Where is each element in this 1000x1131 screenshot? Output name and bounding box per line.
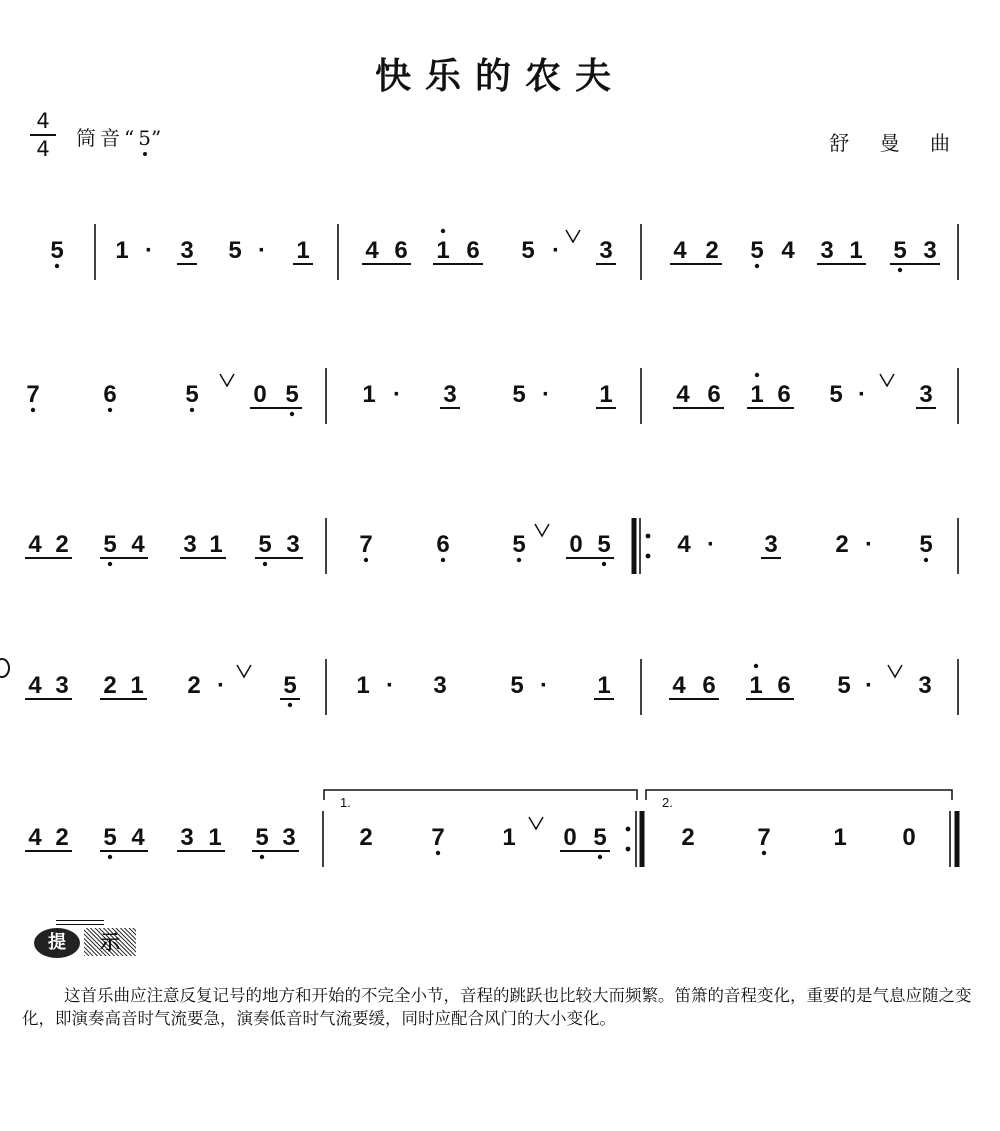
- note: 5: [837, 672, 851, 699]
- note: 5: [919, 531, 933, 558]
- breath-mark: [220, 374, 234, 386]
- repeat-dot: [646, 554, 651, 559]
- key-close-quote: ”: [150, 126, 166, 150]
- note: 1: [750, 381, 764, 408]
- octave-dot-below: [108, 562, 112, 566]
- note: 3: [55, 672, 69, 699]
- note: ·: [542, 381, 550, 408]
- note: ·: [145, 237, 153, 264]
- note: 3: [443, 381, 457, 408]
- note: 0: [569, 531, 583, 558]
- note: ·: [217, 672, 225, 699]
- note: 1: [599, 381, 613, 408]
- note: 1: [833, 824, 847, 851]
- octave-dot-above: [441, 229, 445, 233]
- key-label: 筒音: [76, 126, 124, 150]
- note: 2: [359, 824, 373, 851]
- note: 0: [902, 824, 916, 851]
- note: 6: [103, 381, 117, 408]
- repeat-dot: [626, 847, 631, 852]
- octave-dot-below: [517, 558, 521, 562]
- note: 5: [50, 237, 64, 264]
- note: 6: [777, 381, 791, 408]
- time-signature-top: 4: [36, 109, 50, 133]
- note: 0: [253, 381, 267, 408]
- note: 2: [705, 237, 719, 264]
- breath-mark: [237, 665, 251, 677]
- note: 3: [180, 237, 194, 264]
- note: 4: [28, 824, 42, 851]
- tip-text: 这首乐曲应注意反复记号的地方和开始的不完全小节，音程的跳跃也比较大而频繁。笛箫的音程变化，重要的是气息应随之变化，即演奏高音时气流要急，演奏低音时气流要缓，同时应配合风门的大小变化。: [22, 986, 972, 1028]
- volta-label-2: 2.: [662, 795, 673, 810]
- repeat-dot: [626, 827, 631, 832]
- note: 7: [757, 824, 771, 851]
- note: 2: [55, 824, 69, 851]
- octave-dot-below: [924, 558, 928, 562]
- note: 1: [597, 672, 611, 699]
- key-open-quote: “: [124, 126, 139, 150]
- note: ·: [540, 672, 548, 699]
- badge-line: [56, 920, 104, 925]
- note: 5: [255, 824, 269, 851]
- octave-dot-below: [260, 855, 264, 859]
- octave-dot-below: [436, 851, 440, 855]
- octave-dot-below: [55, 264, 59, 268]
- note: 5: [829, 381, 843, 408]
- octave-dot-below: [108, 408, 112, 412]
- key-note: 5: [138, 126, 151, 150]
- note: 4: [672, 672, 686, 699]
- note: 2: [835, 531, 849, 558]
- note: 7: [431, 824, 445, 851]
- octave-dot-above: [754, 664, 758, 668]
- note: ·: [393, 381, 401, 408]
- octave-dot-below: [290, 412, 294, 416]
- octave-dot-above: [755, 373, 759, 377]
- note: 5: [258, 531, 272, 558]
- note: 7: [26, 381, 40, 408]
- note: ·: [707, 531, 715, 558]
- octave-dot-below: [441, 558, 445, 562]
- note: 1: [362, 381, 376, 408]
- note: 4: [131, 531, 145, 558]
- note: 3: [918, 672, 932, 699]
- note: 7: [359, 531, 373, 558]
- note: 1: [436, 237, 450, 264]
- octave-dot-below: [898, 268, 902, 272]
- note: 5: [893, 237, 907, 264]
- note: 1: [208, 824, 222, 851]
- note: 2: [103, 672, 117, 699]
- note: 3: [599, 237, 613, 264]
- note: 4: [781, 237, 795, 264]
- note: 1: [502, 824, 516, 851]
- note: 3: [820, 237, 834, 264]
- note: 5: [103, 824, 117, 851]
- note: 0: [563, 824, 577, 851]
- note: 1: [209, 531, 223, 558]
- octave-dot-below: [755, 264, 759, 268]
- time-signature-bottom: 4: [36, 137, 50, 161]
- note: ·: [865, 672, 873, 699]
- note: 3: [919, 381, 933, 408]
- note: 4: [677, 531, 691, 558]
- note: 1: [749, 672, 763, 699]
- note: 5: [283, 672, 297, 699]
- breath-mark: [535, 524, 549, 536]
- volta-bracket-1: [324, 790, 637, 800]
- tip-badge: [30, 920, 140, 960]
- note: 5: [593, 824, 607, 851]
- note: 3: [923, 237, 937, 264]
- note: 2: [55, 531, 69, 558]
- note: 4: [28, 672, 42, 699]
- note: 2: [187, 672, 201, 699]
- note: ·: [552, 237, 560, 264]
- volta-bracket-2: [646, 790, 952, 800]
- note: 3: [183, 531, 197, 558]
- note: 1: [130, 672, 144, 699]
- note: 4: [28, 531, 42, 558]
- note: 6: [777, 672, 791, 699]
- note: ·: [865, 531, 873, 558]
- note: 5: [285, 381, 299, 408]
- note: 5: [512, 531, 526, 558]
- note: 3: [180, 824, 194, 851]
- breath-mark: [880, 374, 894, 386]
- note: 5: [103, 531, 117, 558]
- octave-dot-below: [190, 408, 194, 412]
- note: 3: [433, 672, 447, 699]
- breath-mark: [566, 230, 580, 242]
- octave-dot-below: [108, 855, 112, 859]
- note: 6: [707, 381, 721, 408]
- note: 2: [681, 824, 695, 851]
- note: 5: [185, 381, 199, 408]
- note: 6: [702, 672, 716, 699]
- tip-badge-char2: 示: [84, 928, 136, 956]
- note: 5: [521, 237, 535, 264]
- note: 1: [849, 237, 863, 264]
- note: 3: [282, 824, 296, 851]
- note: 5: [750, 237, 764, 264]
- note: ·: [858, 381, 866, 408]
- page-title: 快乐的农夫: [374, 55, 625, 97]
- volta-label-1: 1.: [340, 795, 351, 810]
- octave-dot-below: [263, 562, 267, 566]
- note: 5: [510, 672, 524, 699]
- note: 1: [296, 237, 310, 264]
- octave-dot-below: [31, 408, 35, 412]
- tip-badge-char1: 提: [34, 928, 80, 958]
- note: 1: [115, 237, 129, 264]
- note: 1: [356, 672, 370, 699]
- octave-dot-below: [602, 562, 606, 566]
- note: 5: [512, 381, 526, 408]
- breath-mark: [529, 817, 543, 829]
- note: 3: [286, 531, 300, 558]
- note: 6: [394, 237, 408, 264]
- octave-dot-below: [762, 851, 766, 855]
- note: ·: [386, 672, 394, 699]
- note: 4: [676, 381, 690, 408]
- repeat-dot: [646, 534, 651, 539]
- note: 5: [597, 531, 611, 558]
- octave-dot-below: [364, 558, 368, 562]
- note: 4: [673, 237, 687, 264]
- note: 6: [466, 237, 480, 264]
- note: 5: [228, 237, 242, 264]
- note: 6: [436, 531, 450, 558]
- composer: 舒 曼 曲: [829, 131, 962, 155]
- octave-dot-below: [598, 855, 602, 859]
- note: ·: [258, 237, 266, 264]
- note: 4: [131, 824, 145, 851]
- octave-dot-below: [288, 703, 292, 707]
- breath-mark: [888, 665, 902, 677]
- note: 3: [764, 531, 778, 558]
- note: 4: [365, 237, 379, 264]
